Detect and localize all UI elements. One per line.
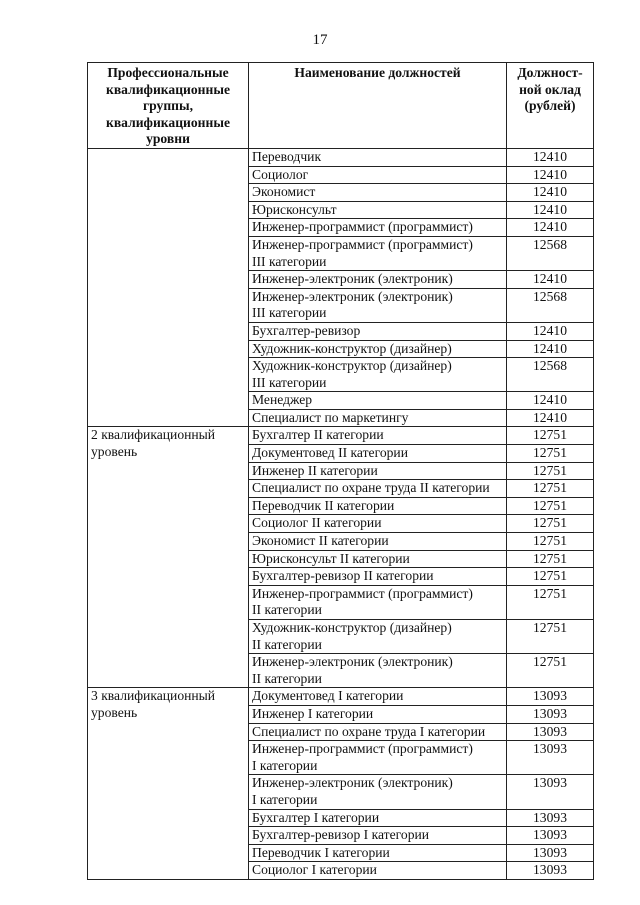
position-name (249, 827, 507, 845)
position-name (249, 427, 507, 445)
position-name (249, 445, 507, 463)
table-row (88, 148, 594, 166)
qualification-level: 3 квалификационный уровень (88, 688, 249, 880)
position-name-line: Инженер-электроник (электроник) (252, 288, 453, 304)
position-name (249, 462, 507, 480)
position-name (249, 741, 507, 775)
salary-value: 12410 (507, 201, 594, 219)
position-category-line: I категории (252, 757, 318, 773)
position-name-line: Инженер I категории (252, 705, 374, 721)
position-name (249, 480, 507, 498)
position-name-line: Художник-конструктор (дизайнер) (252, 620, 452, 635)
position-category-line: II категории (252, 636, 322, 652)
position-name (249, 620, 507, 654)
position-name (249, 166, 507, 184)
position-name (249, 533, 507, 551)
qualification-level (88, 148, 249, 427)
position-category-line: III категории (252, 253, 327, 269)
salary-value: 12751 (507, 533, 594, 551)
position-name (249, 862, 507, 880)
position-name-line: Документовед I категории (252, 688, 404, 704)
salary-value: 12751 (507, 550, 594, 568)
table-header-row (88, 63, 594, 149)
salary-value: 13093 (507, 862, 594, 880)
salary-value: 13093 (507, 809, 594, 827)
position-name (249, 236, 507, 270)
position-name-line: Социолог I категории (252, 862, 377, 878)
table-body (88, 148, 594, 879)
position-name-line: Художник-конструктор (дизайнер) (252, 340, 452, 356)
position-name (249, 148, 507, 166)
header-position: Наименование должностей (249, 63, 507, 149)
salary-value: 12751 (507, 462, 594, 480)
position-category-line: I категории (252, 791, 318, 807)
position-name-line: Документовед II категории (252, 445, 408, 461)
position-category-line: III категории (252, 374, 327, 390)
table-row (88, 688, 594, 706)
salary-value: 12410 (507, 219, 594, 237)
salary-value: 13093 (507, 723, 594, 741)
position-name-line: Переводчик II категории (252, 497, 395, 513)
position-name-line: Социолог (252, 166, 309, 182)
salary-value: 12751 (507, 568, 594, 586)
salary-value: 12410 (507, 409, 594, 427)
position-name (249, 201, 507, 219)
salary-value: 12751 (507, 497, 594, 515)
salary-value: 12751 (507, 427, 594, 445)
salary-value: 13093 (507, 705, 594, 723)
salary-value: 13093 (507, 741, 594, 775)
position-name-line: Бухгалтер II категории (252, 427, 384, 443)
position-name (249, 392, 507, 410)
position-name-line: Бухгалтер I категории (252, 809, 380, 825)
header-group: Профессиональные квалификационные группы, квалификационные уровни (88, 63, 249, 149)
position-name-line: Менеджер (252, 392, 313, 408)
header-salary: Должност- ной оклад (рублей) (507, 63, 594, 149)
position-name-line: Бухгалтер-ревизор I категории (252, 827, 430, 843)
position-name-line: Бухгалтер-ревизор (252, 322, 361, 338)
position-name (249, 184, 507, 202)
position-name (249, 844, 507, 862)
position-name (249, 654, 507, 688)
position-name-line: Специалист по маркетингу (252, 409, 409, 425)
position-name-line: Инженер-программист (программист) (252, 741, 473, 757)
salary-value: 13093 (507, 844, 594, 862)
position-name-line: Переводчик I категории (252, 844, 390, 860)
position-name (249, 288, 507, 322)
salary-value: 13093 (507, 688, 594, 706)
salary-value: 12751 (507, 585, 594, 619)
position-name (249, 550, 507, 568)
position-name-line: Художник-конструктор (дизайнер) (252, 358, 452, 374)
salary-value: 12410 (507, 340, 594, 358)
position-name-line: Специалист по охране труда I категории (252, 723, 486, 739)
position-name (249, 809, 507, 827)
position-name (249, 585, 507, 619)
position-category-line: II категории (252, 602, 322, 618)
salary-value: 12568 (507, 236, 594, 270)
position-name-line: Инженер II категории (252, 462, 378, 478)
position-name-line: Инженер-электроник (электроник) (252, 775, 453, 791)
salary-value: 12568 (507, 288, 594, 322)
position-name-line: Инженер-программист (программист) (252, 219, 473, 235)
salary-value: 12751 (507, 480, 594, 498)
qualification-level: 2 квалификационный уровень (88, 427, 249, 688)
position-name (249, 515, 507, 533)
salary-value: 12751 (507, 445, 594, 463)
position-name-line: Переводчик (252, 148, 322, 164)
position-name-line: Бухгалтер-ревизор II категории (252, 568, 434, 584)
position-name-line: Инженер-электроник (электроник) (252, 271, 453, 287)
salary-table (87, 62, 594, 880)
position-name (249, 705, 507, 723)
salary-value: 12410 (507, 166, 594, 184)
salary-value: 12751 (507, 620, 594, 654)
salary-value: 13093 (507, 827, 594, 845)
salary-value: 12568 (507, 358, 594, 392)
position-name-line: Экономист (252, 184, 316, 200)
position-category-line: II категории (252, 670, 322, 686)
page-number: 17 (312, 32, 328, 48)
salary-value: 12410 (507, 148, 594, 166)
salary-value: 12410 (507, 322, 594, 340)
position-category-line: III категории (252, 305, 327, 321)
salary-value: 13093 (507, 775, 594, 809)
salary-value: 12751 (507, 654, 594, 688)
salary-value: 12751 (507, 515, 594, 533)
position-name (249, 219, 507, 237)
table-row (88, 427, 594, 445)
position-name-line: Юрисконсульт II категории (252, 550, 410, 566)
position-name (249, 271, 507, 289)
position-name (249, 723, 507, 741)
position-name (249, 358, 507, 392)
position-name-line: Инженер-программист (программист) (252, 236, 473, 252)
position-name-line: Юрисконсульт (252, 201, 337, 217)
position-name-line: Социолог II категории (252, 515, 382, 531)
position-name (249, 340, 507, 358)
salary-value: 12410 (507, 271, 594, 289)
position-name-line: Инженер-электроник (электроник) (252, 654, 453, 670)
position-name (249, 322, 507, 340)
position-name-line: Специалист по охране труда II категории (252, 480, 490, 496)
position-name (249, 688, 507, 706)
position-name (249, 775, 507, 809)
position-name (249, 568, 507, 586)
salary-value: 12410 (507, 184, 594, 202)
salary-value: 12410 (507, 392, 594, 410)
position-name-line: Экономист II категории (252, 533, 389, 549)
position-name (249, 409, 507, 427)
position-name-line: Инженер-программист (программист) (252, 585, 473, 601)
position-name (249, 497, 507, 515)
